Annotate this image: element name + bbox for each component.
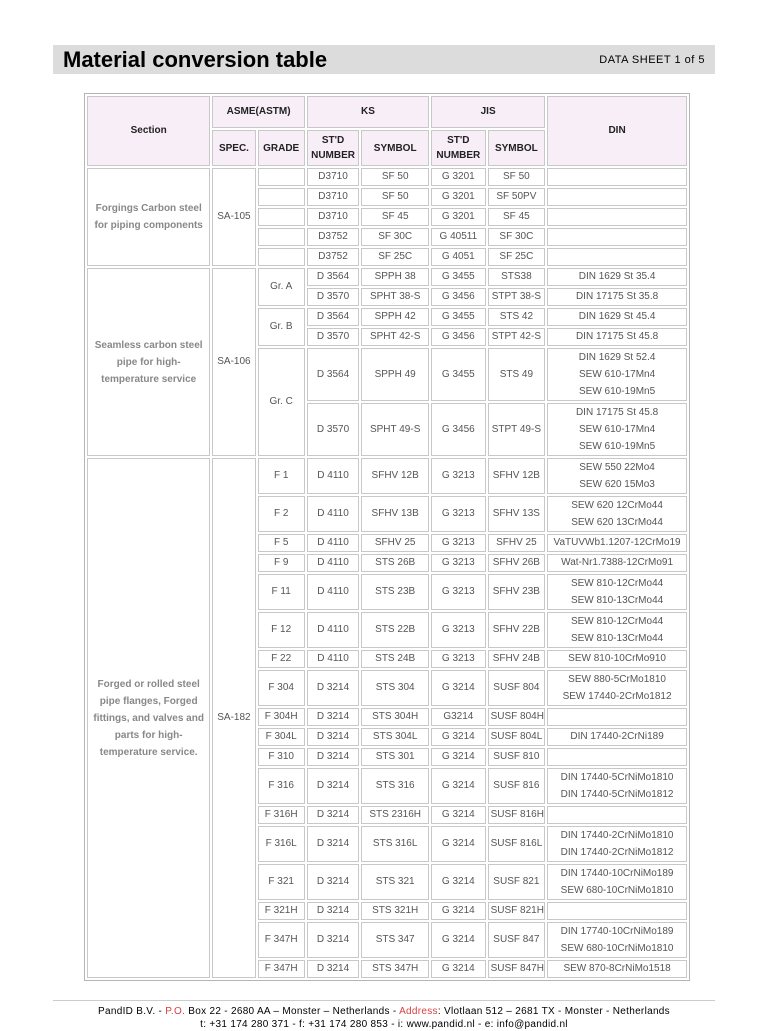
- ks-symbol-cell: SFHV 12B: [361, 458, 429, 494]
- ks-symbol-cell: SF 25C: [361, 248, 429, 266]
- din-cell: [547, 806, 687, 824]
- ks-symbol-cell: STS 347H: [361, 960, 429, 978]
- din-line: SEW 17440-2CrMo1812: [562, 691, 672, 702]
- jis-symbol-cell: SUSF 804H: [488, 708, 546, 726]
- ks-symbol-cell: STS 316: [361, 768, 429, 804]
- ks-std-cell: D3710: [307, 188, 359, 206]
- grade-cell: F 310: [258, 748, 305, 766]
- ks-std-cell: D 4110: [307, 496, 359, 532]
- grade-cell: F 5: [258, 534, 305, 552]
- footer-line-2: t: +31 174 280 371 - f: +31 174 280 853 - i: www.pandid.nl - e: info@pandid.nl: [200, 1019, 568, 1030]
- jis-std-cell: G 3214: [431, 670, 485, 706]
- din-cell: DIN 1629 St 35.4: [547, 268, 687, 286]
- din-line: DIN 17440-2CrNiMo1812: [560, 847, 674, 858]
- din-cell: [547, 403, 687, 456]
- grade-cell: F 321H: [258, 902, 305, 920]
- grade-cell: F 22: [258, 650, 305, 668]
- din-line: DIN 17440-5CrNiMo1810: [560, 772, 674, 783]
- din-line: DIN 1629 St 52.4: [578, 352, 656, 363]
- ks-symbol-cell: STS 321: [361, 864, 429, 900]
- jis-std-cell: G 3456: [431, 403, 485, 456]
- ks-symbol-cell: STS 304L: [361, 728, 429, 746]
- ks-std-cell: D 3214: [307, 768, 359, 804]
- ks-std-cell: D 3214: [307, 826, 359, 862]
- din-line: SEW 810-12CrMo44: [570, 616, 664, 627]
- footer-address-label: Address: [399, 1006, 438, 1017]
- ks-std-cell: D 3214: [307, 708, 359, 726]
- din-cell: [547, 864, 687, 900]
- header-ks-symbol: SYMBOL: [361, 130, 429, 166]
- jis-symbol-cell: SFHV 13S: [488, 496, 546, 532]
- grade-cell: F 304L: [258, 728, 305, 746]
- footer-po-label: P.O.: [165, 1006, 186, 1017]
- ks-symbol-cell: SFHV 13B: [361, 496, 429, 532]
- header-grade: GRADE: [258, 130, 305, 166]
- jis-std-cell: G 3214: [431, 922, 485, 958]
- ks-symbol-cell: STS 22B: [361, 612, 429, 648]
- jis-symbol-cell: SF 25C: [488, 248, 546, 266]
- din-line: SEW 810-13CrMo44: [570, 633, 664, 644]
- jis-std-cell: G 3456: [431, 328, 485, 346]
- jis-std-cell: G 3213: [431, 458, 485, 494]
- ks-symbol-cell: SF 45: [361, 208, 429, 226]
- ks-symbol-cell: STS 26B: [361, 554, 429, 572]
- din-line: DIN 17440-2CrNiMo1810: [560, 830, 674, 841]
- ks-std-cell: D 3570: [307, 328, 359, 346]
- table-row: [87, 268, 687, 286]
- jis-symbol-cell: SUSF 816H: [488, 806, 546, 824]
- din-cell: [547, 574, 687, 610]
- ks-std-cell: D 4110: [307, 612, 359, 648]
- jis-std-cell: G 3455: [431, 308, 485, 326]
- ks-std-cell: D 3570: [307, 288, 359, 306]
- jis-symbol-cell: SF 30C: [488, 228, 546, 246]
- din-cell: DIN 17440-2CrNi189: [547, 728, 687, 746]
- ks-std-cell: D 3214: [307, 922, 359, 958]
- jis-symbol-cell: SUSF 847: [488, 922, 546, 958]
- ks-symbol-cell: SPHT 49-S: [361, 403, 429, 456]
- ks-symbol-cell: STS 23B: [361, 574, 429, 610]
- section-cell: Seamless carbon steel pipe for high-temperature service: [87, 268, 210, 456]
- jis-std-cell: G 4051: [431, 248, 485, 266]
- din-cell: [547, 748, 687, 766]
- jis-std-cell: G 3213: [431, 496, 485, 532]
- spec-cell: SA-106: [212, 268, 255, 456]
- ks-std-cell: D 3564: [307, 308, 359, 326]
- jis-symbol-cell: SFHV 12B: [488, 458, 546, 494]
- jis-symbol-cell: SUSF 816: [488, 768, 546, 804]
- jis-symbol-cell: SFHV 25: [488, 534, 546, 552]
- din-cell: DIN 17175 St 35.8: [547, 288, 687, 306]
- din-line: SEW 620 15Mo3: [579, 479, 655, 490]
- jis-symbol-cell: STPT 38-S: [488, 288, 546, 306]
- din-cell: [547, 902, 687, 920]
- ks-symbol-cell: STS 24B: [361, 650, 429, 668]
- din-cell: [547, 612, 687, 648]
- grade-cell: F 316: [258, 768, 305, 804]
- ks-std-cell: D3752: [307, 228, 359, 246]
- grade-cell: F 12: [258, 612, 305, 648]
- din-line: SEW 810-12CrMo44: [570, 578, 664, 589]
- grade-cell: [258, 168, 305, 186]
- ks-std-cell: D 4110: [307, 458, 359, 494]
- spec-cell: SA-105: [212, 168, 255, 266]
- din-line: SEW 550 22Mo4: [579, 462, 655, 473]
- footer-address-value: : Vlotlaan 512 – 2681 TX - Monster - Netherlands: [437, 1006, 670, 1017]
- footer-po-value: Box 22 - 2680 AA – Monster – Netherlands: [188, 1006, 390, 1017]
- ks-symbol-cell: SPHT 38-S: [361, 288, 429, 306]
- din-line: SEW 620 13CrMo44: [571, 517, 663, 528]
- grade-cell: F 347H: [258, 960, 305, 978]
- table-row: [87, 458, 687, 494]
- ks-symbol-cell: STS 316L: [361, 826, 429, 862]
- section-cell: Forged or rolled steel pipe flanges, Forged fittings, and valves and parts for high-temperature service.: [87, 458, 210, 978]
- din-cell: [547, 708, 687, 726]
- jis-symbol-cell: SFHV 22B: [488, 612, 546, 648]
- din-line: DIN 17440-10CrNiMo189: [560, 868, 674, 879]
- ks-std-cell: D 4110: [307, 650, 359, 668]
- jis-std-cell: G3214: [431, 708, 485, 726]
- ks-std-cell: D 3214: [307, 748, 359, 766]
- section-cell: Forgings Carbon steel for piping components: [87, 168, 210, 266]
- grade-cell: [258, 208, 305, 226]
- jis-symbol-cell: STPT 42-S: [488, 328, 546, 346]
- jis-std-cell: G 3214: [431, 728, 485, 746]
- ks-symbol-cell: SF 50: [361, 188, 429, 206]
- din-cell: [547, 922, 687, 958]
- jis-std-cell: G 3456: [431, 288, 485, 306]
- footer: [0, 1005, 768, 1031]
- jis-std-cell: G 3214: [431, 748, 485, 766]
- jis-symbol-cell: SUSF 821: [488, 864, 546, 900]
- header-din: DIN: [547, 96, 687, 166]
- header-spec: SPEC.: [212, 130, 255, 166]
- header-section: Section: [87, 96, 210, 166]
- ks-std-cell: D3710: [307, 168, 359, 186]
- din-cell: SEW 810-10CrMo910: [547, 650, 687, 668]
- grade-cell: F 9: [258, 554, 305, 572]
- jis-std-cell: G 40511: [431, 228, 485, 246]
- grade-cell: [258, 248, 305, 266]
- jis-std-cell: G 3214: [431, 864, 485, 900]
- ks-std-cell: D 4110: [307, 574, 359, 610]
- grade-cell: F 316H: [258, 806, 305, 824]
- din-cell: DIN 1629 St 45.4: [547, 308, 687, 326]
- ks-std-cell: D 3214: [307, 806, 359, 824]
- din-line: DIN 17440-5CrNiMo1812: [560, 789, 674, 800]
- ks-std-cell: D 4110: [307, 534, 359, 552]
- din-cell: [547, 188, 687, 206]
- grade-cell: F 347H: [258, 922, 305, 958]
- jis-symbol-cell: SUSF 847H: [488, 960, 546, 978]
- din-line: SEW 610-19Mn5: [579, 386, 656, 397]
- grade-cell: Gr. B: [258, 308, 305, 346]
- jis-std-cell: G 3213: [431, 574, 485, 610]
- jis-symbol-cell: SFHV 24B: [488, 650, 546, 668]
- jis-symbol-cell: SUSF 821H: [488, 902, 546, 920]
- din-line: SEW 610-19Mn5: [579, 441, 656, 452]
- ks-std-cell: D 3214: [307, 960, 359, 978]
- ks-symbol-cell: SPHT 42-S: [361, 328, 429, 346]
- din-cell: [547, 348, 687, 401]
- ks-symbol-cell: STS 304H: [361, 708, 429, 726]
- ks-std-cell: D3752: [307, 248, 359, 266]
- din-line: SEW 610-17Mn4: [579, 424, 656, 435]
- din-cell: [547, 670, 687, 706]
- table-body: [87, 168, 687, 978]
- ks-symbol-cell: STS 304: [361, 670, 429, 706]
- jis-std-cell: G 3214: [431, 960, 485, 978]
- din-cell: [547, 248, 687, 266]
- jis-symbol-cell: SF 45: [488, 208, 546, 226]
- din-cell: [547, 228, 687, 246]
- grade-cell: F 1: [258, 458, 305, 494]
- ks-symbol-cell: STS 2316H: [361, 806, 429, 824]
- jis-symbol-cell: SUSF 810: [488, 748, 546, 766]
- jis-std-cell: G 3213: [431, 612, 485, 648]
- jis-symbol-cell: STS 42: [488, 308, 546, 326]
- ks-std-cell: D 3214: [307, 864, 359, 900]
- ks-std-cell: D 3570: [307, 403, 359, 456]
- ks-symbol-cell: STS 347: [361, 922, 429, 958]
- table-row: [87, 168, 687, 186]
- grade-cell: F 2: [258, 496, 305, 532]
- ks-symbol-cell: SF 30C: [361, 228, 429, 246]
- ks-std-cell: D 3214: [307, 728, 359, 746]
- din-line: SEW 680-10CrNiMo1810: [560, 943, 674, 954]
- header-jis-symbol: SYMBOL: [488, 130, 546, 166]
- header-ks-std-number: ST'D NUMBER: [307, 130, 359, 166]
- grade-cell: [258, 188, 305, 206]
- grade-cell: Gr. C: [258, 348, 305, 456]
- ks-symbol-cell: SPPH 49: [361, 348, 429, 401]
- header-jis: JIS: [431, 96, 545, 128]
- ks-std-cell: D3710: [307, 208, 359, 226]
- din-line: SEW 880-5CrMo1810: [568, 674, 666, 685]
- jis-std-cell: G 3214: [431, 902, 485, 920]
- din-cell: SEW 870-8CrNiMo1518: [547, 960, 687, 978]
- din-cell: [547, 496, 687, 532]
- ks-std-cell: D 3564: [307, 348, 359, 401]
- din-cell: DIN 17175 St 45.8: [547, 328, 687, 346]
- din-line: SEW 620 12CrMo44: [571, 500, 663, 511]
- din-cell: [547, 458, 687, 494]
- ks-symbol-cell: STS 301: [361, 748, 429, 766]
- din-cell: [547, 168, 687, 186]
- din-cell: Wat-Nr1.7388-12CrMo91: [547, 554, 687, 572]
- grade-cell: [258, 228, 305, 246]
- jis-symbol-cell: SFHV 26B: [488, 554, 546, 572]
- jis-std-cell: G 3201: [431, 168, 485, 186]
- jis-symbol-cell: SF 50PV: [488, 188, 546, 206]
- ks-std-cell: D 3214: [307, 902, 359, 920]
- title-bar: [53, 45, 715, 74]
- din-line: SEW 610-17Mn4: [579, 369, 656, 380]
- jis-std-cell: G 3455: [431, 268, 485, 286]
- ks-std-cell: D 3564: [307, 268, 359, 286]
- jis-symbol-cell: SFHV 23B: [488, 574, 546, 610]
- jis-symbol-cell: SUSF 804: [488, 670, 546, 706]
- din-cell: [547, 826, 687, 862]
- din-cell: VaTUVWb1.1207-12CrMo19: [547, 534, 687, 552]
- jis-std-cell: G 3213: [431, 554, 485, 572]
- din-line: DIN 17175 St 45.8: [575, 407, 659, 418]
- ks-std-cell: D 3214: [307, 670, 359, 706]
- page-title: Material conversion table: [63, 47, 328, 72]
- grade-cell: F 304: [258, 670, 305, 706]
- din-line: SEW 810-13CrMo44: [570, 595, 664, 606]
- spec-cell: SA-182: [212, 458, 255, 978]
- ks-symbol-cell: SPPH 38: [361, 268, 429, 286]
- jis-std-cell: G 3214: [431, 826, 485, 862]
- grade-cell: F 304H: [258, 708, 305, 726]
- grade-cell: F 11: [258, 574, 305, 610]
- jis-std-cell: G 3213: [431, 650, 485, 668]
- jis-symbol-cell: SUSF 816L: [488, 826, 546, 862]
- header-jis-std-number: ST'D NUMBER: [431, 130, 485, 166]
- jis-symbol-cell: STS 49: [488, 348, 546, 401]
- conversion-table: [84, 93, 690, 981]
- jis-std-cell: G 3214: [431, 806, 485, 824]
- grade-cell: F 316L: [258, 826, 305, 862]
- footer-divider: [53, 1000, 715, 1001]
- ks-symbol-cell: SPPH 42: [361, 308, 429, 326]
- din-line: SEW 680-10CrNiMo1810: [560, 885, 674, 896]
- ks-std-cell: D 4110: [307, 554, 359, 572]
- footer-line-1: PandID B.V. - P.O. Box 22 - 2680 AA – Monster – Netherlands - Address: Vlotlaan 512 – 2681 TX - Monster - Netherlands: [98, 1006, 670, 1017]
- grade-cell: F 321: [258, 864, 305, 900]
- ks-symbol-cell: STS 321H: [361, 902, 429, 920]
- sheet-number: DATA SHEET 1 of 5: [599, 54, 705, 66]
- jis-symbol-cell: STPT 49-S: [488, 403, 546, 456]
- jis-symbol-cell: SF 50: [488, 168, 546, 186]
- din-cell: [547, 768, 687, 804]
- jis-std-cell: G 3213: [431, 534, 485, 552]
- din-cell: [547, 208, 687, 226]
- jis-std-cell: G 3201: [431, 208, 485, 226]
- ks-symbol-cell: SFHV 25: [361, 534, 429, 552]
- jis-std-cell: G 3214: [431, 768, 485, 804]
- jis-std-cell: G 3455: [431, 348, 485, 401]
- footer-company: PandID B.V.: [98, 1006, 156, 1017]
- header-asme: ASME(ASTM): [212, 96, 304, 128]
- header-ks: KS: [307, 96, 429, 128]
- jis-symbol-cell: STS38: [488, 268, 546, 286]
- jis-std-cell: G 3201: [431, 188, 485, 206]
- jis-symbol-cell: SUSF 804L: [488, 728, 546, 746]
- ks-symbol-cell: SF 50: [361, 168, 429, 186]
- din-line: DIN 17740-10CrNiMo189: [560, 926, 674, 937]
- grade-cell: Gr. A: [258, 268, 305, 306]
